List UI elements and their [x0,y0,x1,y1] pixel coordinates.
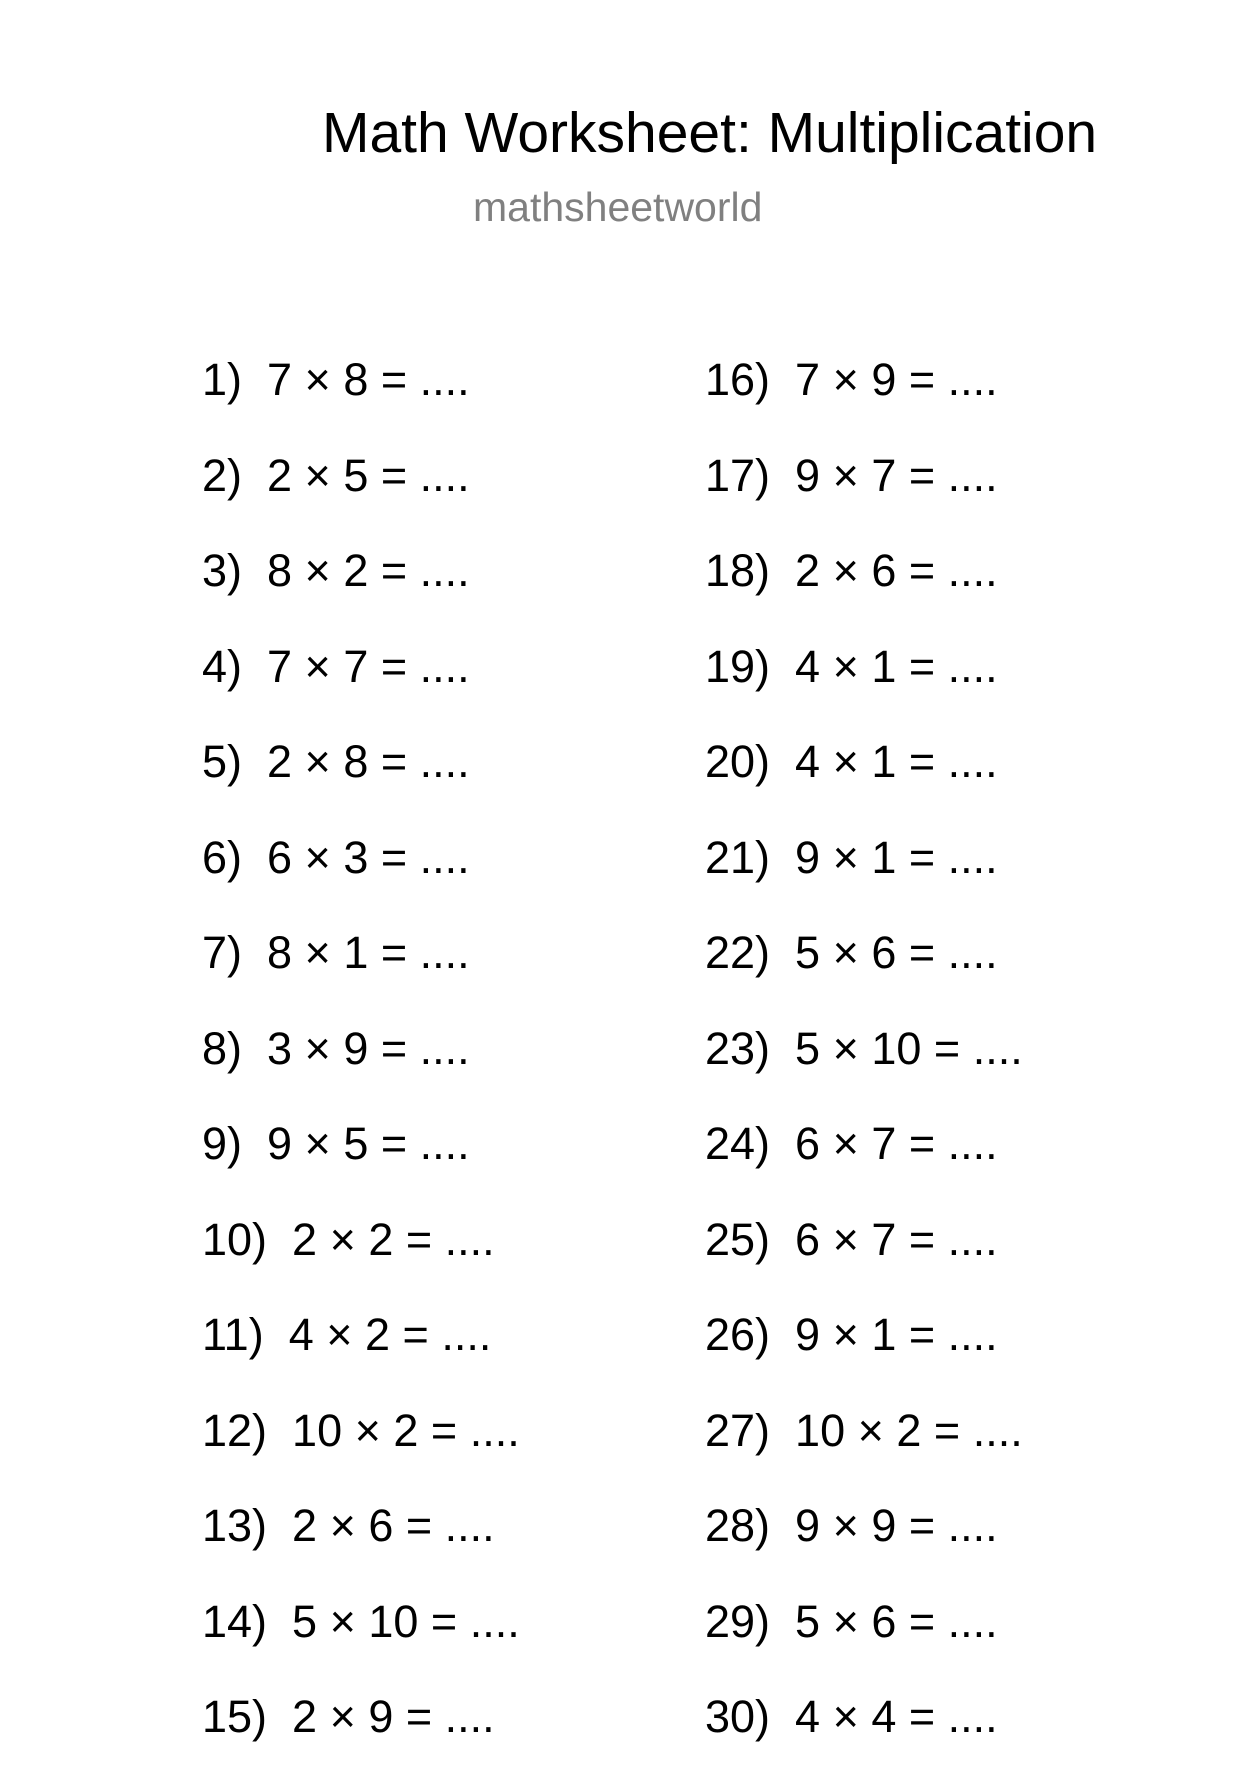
problem-item: 24) 6 × 7 = .... [705,1118,998,1169]
problems-column-left [202,352,520,1785]
problem-item: 22) 5 × 6 = .... [705,927,998,978]
problem-item: 14) 5 × 10 = .... [202,1595,520,1647]
problem-item: 8) 3 × 9 = .... [202,1022,470,1074]
problem-item: 5) 2 × 8 = .... [202,736,470,787]
problem-item: 10) 2 × 2 = .... [202,1213,495,1265]
problem-item: 20) 4 × 1 = .... [705,736,998,787]
problem-item: 3) 8 × 2 = .... [202,545,470,596]
problem-item: 19) 4 × 1 = .... [705,640,998,692]
problem-item: 11) 4 × 2 = .... [202,1309,492,1360]
problem-item: 4) 7 × 7 = .... [202,640,470,692]
problem-item: 29) 5 × 6 = .... [705,1595,998,1647]
problem-item: 1) 7 × 8 = .... [202,354,470,405]
problem-item: 12) 10 × 2 = .... [202,1404,520,1456]
problem-item: 26) 9 × 1 = .... [705,1309,998,1360]
problem-item: 25) 6 × 7 = .... [705,1213,998,1265]
problem-item: 27) 10 × 2 = .... [705,1404,1023,1456]
problem-item: 17) 9 × 7 = .... [705,449,998,501]
problem-item: 16) 7 × 9 = .... [705,354,998,405]
problem-item: 18) 2 × 6 = .... [705,545,998,596]
problem-item: 23) 5 × 10 = .... [705,1022,1023,1074]
problem-item: 6) 6 × 3 = .... [202,831,470,883]
problem-item: 7) 8 × 1 = .... [202,927,470,978]
worksheet-title: Math Worksheet: Multiplication [322,101,1098,165]
problem-item: 2) 2 × 5 = .... [202,449,470,501]
problem-item: 9) 9 × 5 = .... [202,1118,470,1169]
problem-item: 13) 2 × 6 = .... [202,1500,495,1551]
problem-item: 28) 9 × 9 = .... [705,1500,998,1551]
worksheet-subtitle: mathsheetworld [473,184,763,230]
problem-item: 15) 2 × 9 = .... [202,1691,495,1742]
problems-column-right [705,352,1023,1785]
problem-item: 30) 4 × 4 = .... [705,1691,998,1742]
problem-item: 21) 9 × 1 = .... [705,831,998,883]
